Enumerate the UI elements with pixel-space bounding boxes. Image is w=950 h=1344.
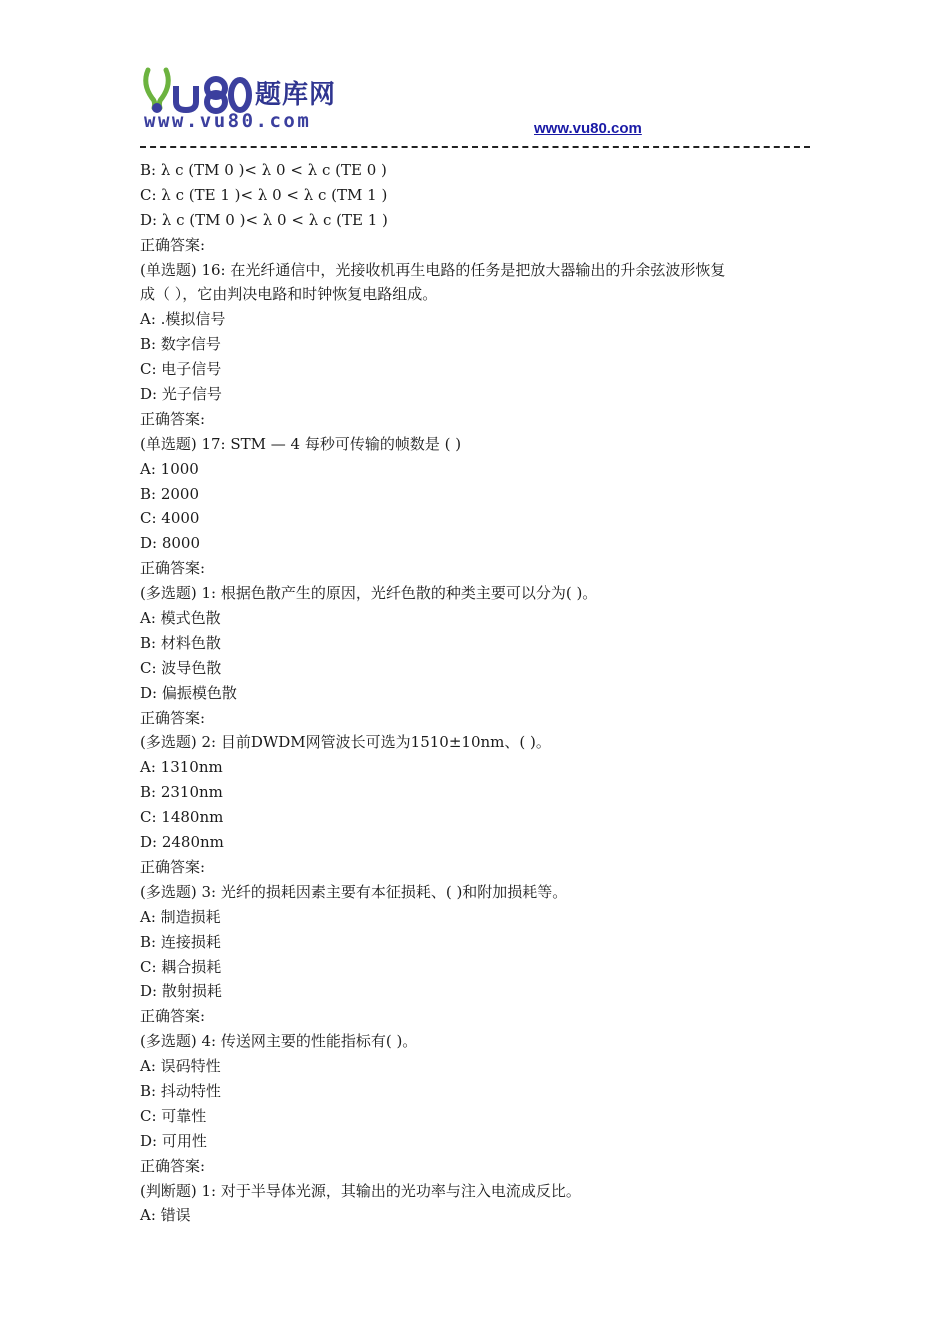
option-line: D: 散射损耗 [140,982,222,1001]
option-line: B: 连接损耗 [140,932,221,951]
answer-label: 正确答案: [140,559,206,578]
option-line: D: 8000 [140,534,201,553]
option-line: C: 1480nm [140,808,224,827]
option-line: D: 可用性 [140,1131,207,1150]
option-line: A: 1000 [140,459,199,478]
option-line: B: 数字信号 [140,335,221,354]
option-line: C: 可靠性 [140,1106,207,1125]
question-content [140,158,820,1228]
option-line: A: 误码特性 [140,1057,221,1076]
question-text: (单选题) 16: 在光纤通信中，光接收机再生电路的任务是把放大器输出的升余弦波形恢复 [140,260,726,279]
question-text-cont: 成（ ），它由判决电路和时钟恢复电路组成。 [140,285,438,304]
option-line: C: λ c (TE 1 )< λ 0 < λ c (TM 1 ) [140,185,388,204]
question-text: (判断题) 1: 对于半导体光源，其输出的光功率与注入电流成反比。 [140,1181,581,1200]
option-line: A: 1310nm [140,758,223,777]
answer-label: 正确答案: [140,1007,206,1026]
question-text: (多选题) 1: 根据色散产生的原因，光纤色散的种类主要可以分为( )。 [140,584,598,603]
option-line: D: 光子信号 [140,385,222,404]
logo-title: 题库网 [255,80,337,110]
option-line: C: 4000 [140,509,200,528]
question-text: (多选题) 3: 光纤的损耗因素主要有本征损耗、( )和附加损耗等。 [140,882,568,901]
option-line: A: 制造损耗 [140,907,221,926]
option-line: A: 错误 [140,1206,191,1225]
question-text: (单选题) 17: STM — 4 每秒可传输的帧数是 ( ) [140,434,462,453]
option-line: C: 耦合损耗 [140,957,222,976]
question-text: (多选题) 4: 传送网主要的性能指标有( )。 [140,1032,418,1051]
header-divider [140,146,810,148]
answer-label: 正确答案: [140,409,206,428]
page-header [0,0,950,150]
option-line: B: 2310nm [140,783,223,802]
option-line: D: 偏振模色散 [140,683,237,702]
option-line: B: λ c (TM 0 )< λ 0 < λ c (TE 0 ) [140,161,387,179]
option-line: A: .模拟信号 [140,310,226,329]
answer-label: 正确答案: [140,857,206,876]
logo-url-text: www.vu80.com [144,110,312,132]
answer-label: 正确答案: [140,1156,206,1175]
option-line: A: 模式色散 [140,609,221,628]
site-link[interactable]: www.vu80.com [534,120,642,137]
option-line: D: 2480nm [140,833,224,852]
option-line: D: λ c (TM 0 )< λ 0 < λ c (TE 1 ) [140,210,388,229]
question-text: (多选题) 2: 目前DWDM网管波长可选为1510±10nm、( )。 [140,733,551,752]
option-line: C: 波导色散 [140,658,222,677]
option-line: B: 材料色散 [140,633,221,652]
answer-label: 正确答案: [140,708,206,727]
option-line: B: 2000 [140,484,200,503]
option-line: B: 抖动特性 [140,1081,221,1100]
option-line: C: 电子信号 [140,360,222,379]
answer-label: 正确答案: [140,235,206,254]
